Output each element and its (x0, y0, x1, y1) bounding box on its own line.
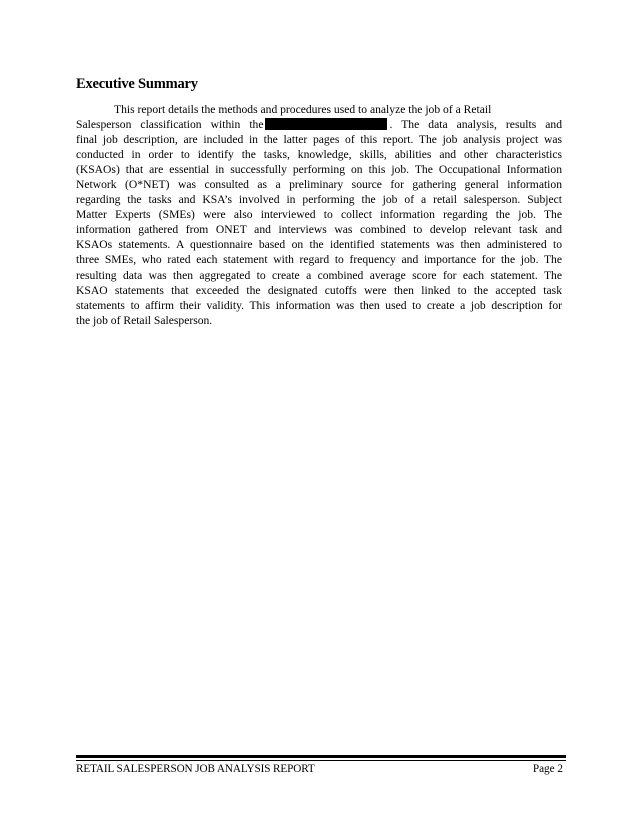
footer-report-title: RETAIL SALESPERSON JOB ANALYSIS REPORT (76, 763, 315, 775)
paragraph-line: KSAO statements that exceeded the designated cutoffs were then linked to the accepted task (76, 283, 562, 297)
footer-page-number: Page 2 (532, 763, 563, 775)
paragraph-line: (KSAOs) that are essential in successfully performing on this job. The Occupational Information (76, 163, 562, 177)
paragraph-line: the job of Retail Salesperson. (76, 313, 213, 327)
footer-rule-thick (76, 755, 566, 758)
footer-rule-thin (76, 760, 566, 761)
paragraph-line: three SMEs, who rated each statement with regard to frequency and importance for the job. The (76, 253, 562, 267)
paragraph-line (76, 117, 562, 132)
paragraph-line: Network (O*NET) was consulted as a preliminary source for gathering general information (76, 178, 562, 192)
paragraph-line: This report details the methods and procedures used to analyze the job of a Retail (114, 103, 492, 116)
section-heading: Executive Summary (76, 76, 198, 92)
redaction-block (265, 118, 387, 130)
paragraph-line-part: Salesperson classification within the (76, 118, 264, 132)
paragraph-line: information gathered from ONET and interviews was combined to develop relevant task and (76, 223, 562, 237)
paragraph-line: KSAOs statements. A questionnaire based on the identified statements was then administered to (76, 238, 562, 252)
paragraph-line-part: . The data analysis, results and (389, 118, 562, 132)
paragraph-line: resulting data was then aggregated to create a combined average score for each statement. The (76, 268, 562, 282)
paragraph-line: Matter Experts (SMEs) were also interviewed to collect information regarding the job. The (76, 208, 562, 222)
summary-paragraph (76, 102, 562, 328)
paragraph-line: final job description, are included in the latter pages of this report. The job analysis project was (76, 133, 562, 147)
paragraph-line: statements to affirm their validity. This information was then used to create a job description for (76, 298, 562, 312)
paragraph-line: regarding the tasks and KSA’s involved in performing the job of a retail salesperson. Subject (76, 193, 562, 207)
paragraph-line: conducted in order to identify the tasks, knowledge, skills, abilities and other characteristics (76, 148, 562, 162)
